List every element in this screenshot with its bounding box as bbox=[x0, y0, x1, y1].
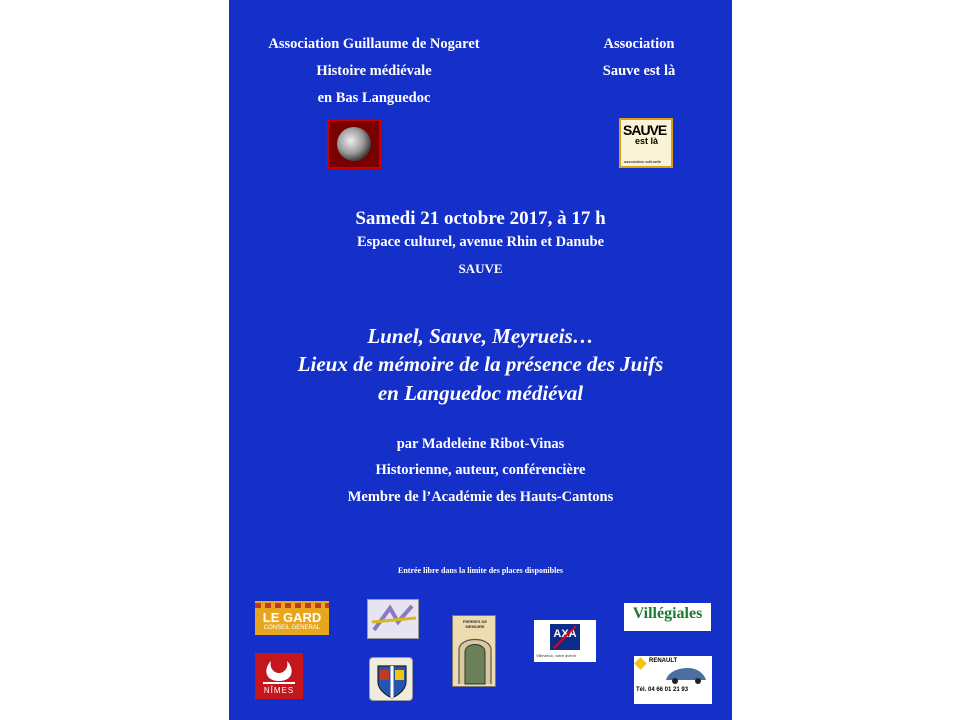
nogaret-seal-logo bbox=[327, 119, 381, 169]
villegiales-logo: Villégiales bbox=[624, 603, 711, 631]
event-address: Espace culturel, avenue Rhin et Danube bbox=[356, 234, 605, 250]
renault-dealer-logo: RENAULT Tél. 04 66 01 21 93 bbox=[634, 656, 712, 704]
right-association-label: Association bbox=[603, 36, 675, 52]
municipal-crest-logo bbox=[369, 657, 413, 701]
event-town: SAUVE bbox=[458, 261, 503, 276]
nimes-logo: NÎMES bbox=[255, 653, 303, 699]
entry-note: Entrée libre dans la limite des places disponibles bbox=[398, 566, 563, 575]
speaker-role: Historienne, auteur, conférencière bbox=[375, 462, 586, 478]
right-association-name: Sauve est là bbox=[602, 63, 676, 79]
left-association-name: Association Guillaume de Nogaret bbox=[268, 36, 480, 52]
pierres-de-memoire-book-logo: PIERRES DE MEMOIRE bbox=[452, 615, 496, 687]
event-poster bbox=[229, 0, 732, 720]
le-gard-logo: LE GARD CONSEIL GENERAL bbox=[255, 601, 329, 635]
speaker-name: par Madeleine Ribot-Vinas bbox=[396, 436, 565, 452]
speaker-membership: Membre de l’Académie des Hauts-Cantons bbox=[347, 489, 614, 505]
left-association-subtitle: Histoire médiévale bbox=[316, 63, 432, 79]
axa-logo: AXA Villevieux, votre avenir bbox=[534, 620, 596, 662]
conference-title-line-1: Lunel, Sauve, Meyrueis… bbox=[367, 324, 594, 348]
sauve-est-la-logo: SAUVE est là association culturelle bbox=[619, 118, 673, 168]
regional-sponsor-logo bbox=[367, 599, 419, 639]
left-association-region: en Bas Languedoc bbox=[317, 90, 431, 106]
conference-title-line-3: en Languedoc médiéval bbox=[377, 381, 584, 405]
event-date: Samedi 21 octobre 2017, à 17 h bbox=[355, 208, 606, 229]
conference-title-line-2: Lieux de mémoire de la présence des Juifs bbox=[297, 352, 664, 376]
